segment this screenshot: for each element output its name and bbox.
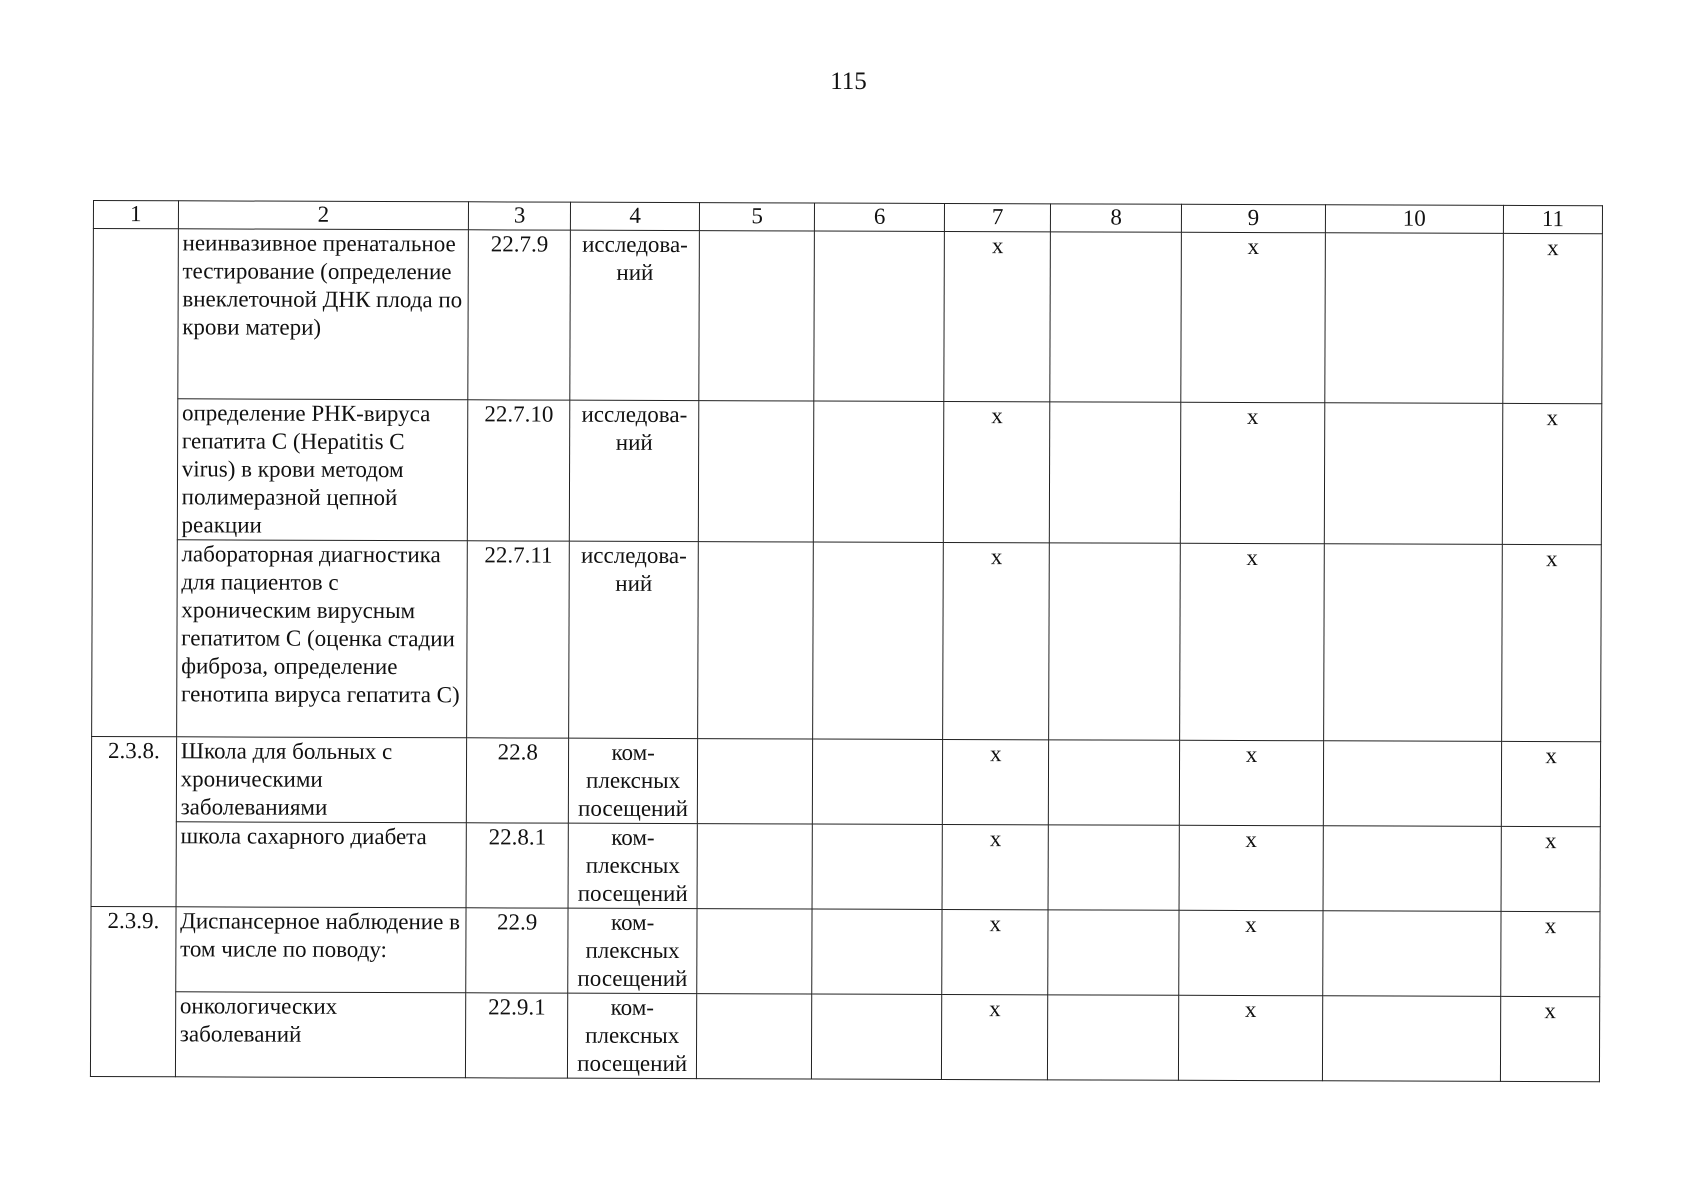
mark-cell-9: x (1181, 232, 1325, 402)
row-code-cell: 22.7.10 (468, 400, 570, 541)
row-code-cell: 22.7.11 (467, 541, 570, 738)
value-cell-6 (812, 824, 942, 909)
mark-cell-7: x (943, 542, 1050, 739)
value-cell-8 (1049, 740, 1180, 825)
mark-cell-7: x (944, 401, 1050, 542)
service-name-cell: лабораторная диагностика для пациентов с хроническим вирусным гепатитом С (оценка стадии фиброза, определение генотипа вируса гепатита С) (176, 540, 467, 738)
value-cell-8 (1048, 995, 1179, 1080)
value-cell-5 (699, 401, 814, 542)
value-cell-5 (698, 739, 813, 824)
services-table (90, 200, 1603, 1082)
mark-cell-9: x (1179, 825, 1323, 910)
value-cell-8 (1048, 825, 1179, 910)
column-header: 2 (178, 201, 469, 230)
mark-cell-7: x (942, 994, 1048, 1079)
mark-cell-11: x (1501, 741, 1600, 826)
value-cell-8 (1048, 910, 1179, 995)
column-header: 9 (1182, 204, 1325, 232)
mark-cell-9: x (1181, 402, 1325, 543)
row-code-cell: 22.7.9 (468, 230, 570, 400)
mark-cell-11: x (1503, 233, 1603, 403)
value-cell-5 (698, 542, 814, 739)
mark-cell-9: x (1180, 543, 1324, 740)
mark-cell-11: x (1501, 911, 1600, 996)
value-cell-6 (813, 739, 943, 824)
unit-cell: ком-плексных посещений (568, 823, 697, 908)
unit-cell: ком-плексных посещений (568, 908, 697, 993)
value-cell-6 (812, 909, 942, 994)
page-number: 115 (830, 68, 867, 95)
mark-cell-9: x (1179, 995, 1323, 1080)
section-number-cell (92, 229, 178, 737)
mark-cell-11: x (1502, 403, 1601, 544)
value-cell-10 (1323, 741, 1502, 827)
column-header: 6 (815, 203, 945, 231)
value-cell-10 (1322, 911, 1501, 997)
value-cell-8 (1049, 543, 1181, 740)
service-name-cell: определение РНК-вируса гепатита С (Hepatitis C virus) в крови методом полимеразной цепной реакции (177, 399, 468, 541)
value-cell-6 (813, 401, 944, 542)
service-name-cell: Диспансерное наблюдение в том числе по поводу: (175, 907, 466, 993)
row-code-cell: 22.8.1 (466, 823, 568, 908)
service-name-cell: Школа для больных с хроническими заболеваниями (176, 737, 467, 823)
mark-cell-7: x (942, 824, 1048, 909)
value-cell-5 (697, 909, 812, 994)
value-cell-10 (1323, 826, 1502, 912)
unit-cell: ком-плексных посещений (568, 738, 697, 823)
value-cell-8 (1050, 402, 1182, 543)
row-code-cell: 22.8 (467, 738, 569, 823)
mark-cell-7: x (942, 909, 1048, 994)
mark-cell-9: x (1179, 910, 1323, 995)
column-header: 4 (570, 202, 699, 230)
value-cell-5 (699, 231, 815, 401)
column-header: 8 (1051, 204, 1182, 232)
unit-cell: исследова-ний (570, 230, 700, 400)
mark-cell-11: x (1502, 544, 1602, 741)
value-cell-10 (1324, 233, 1503, 404)
table-row (92, 399, 1601, 545)
column-header: 5 (700, 203, 815, 231)
unit-cell: исследова-ний (569, 400, 699, 541)
table-row (90, 991, 1599, 1081)
value-cell-5 (697, 994, 812, 1079)
value-cell-10 (1324, 403, 1503, 545)
mark-cell-7: x (943, 739, 1049, 824)
mark-cell-11: x (1501, 826, 1600, 911)
row-code-cell: 22.9 (466, 908, 568, 993)
value-cell-10 (1323, 544, 1502, 742)
table-row (92, 539, 1602, 741)
service-name-cell: онкологических заболеваний (175, 992, 466, 1078)
column-header: 11 (1503, 205, 1602, 233)
unit-cell: исследова-ний (569, 541, 699, 738)
row-code-cell: 22.9.1 (466, 993, 568, 1078)
table-row (91, 736, 1600, 826)
mark-cell-11: x (1501, 996, 1600, 1081)
mark-cell-9: x (1180, 740, 1324, 825)
column-header: 1 (93, 201, 178, 229)
value-cell-10 (1322, 996, 1501, 1082)
column-header: 10 (1325, 205, 1504, 234)
table-row (93, 229, 1603, 404)
service-name-cell: школа сахарного диабета (176, 822, 467, 908)
value-cell-6 (813, 542, 944, 739)
value-cell-5 (697, 824, 812, 909)
table-row (91, 906, 1600, 996)
table-row (91, 821, 1600, 911)
mark-cell-7: x (944, 231, 1050, 401)
unit-cell: ком-плексных посещений (568, 993, 697, 1078)
service-name-cell: неинвазивное пренатальное тестирование (определение внеклеточной ДНК плода по крови матери) (178, 229, 469, 400)
value-cell-6 (814, 231, 945, 401)
section-number-cell: 2.3.9. (90, 906, 175, 1076)
section-number-cell: 2.3.8. (91, 736, 176, 906)
column-header: 7 (945, 203, 1051, 231)
value-cell-6 (812, 994, 942, 1079)
column-header: 3 (469, 202, 571, 230)
value-cell-8 (1050, 232, 1182, 402)
